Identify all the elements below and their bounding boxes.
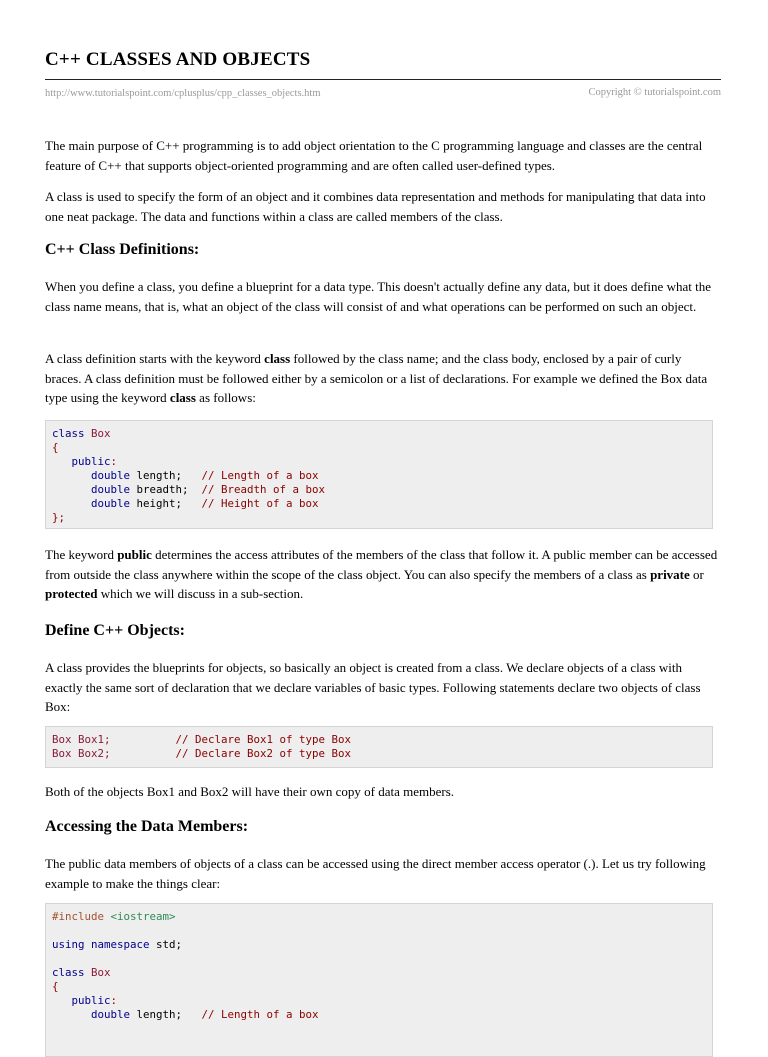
class-definitions-paragraph-2: A class definition starts with the keyword class followed by the class name; and the class body, enclosed by a pair of curly braces. A class definition must be followed either by a semicolon or a list of declarations. For example we defined the Box data type using the keyword class as follows: bbox=[45, 351, 708, 405]
source-url: http://www.tutorialspoint.com/cplusplus/cpp_classes_objects.htm bbox=[45, 88, 321, 99]
heading-class-definitions: C++ Class Definitions: bbox=[45, 241, 200, 258]
intro-paragraph-2: A class is used to specify the form of an object and it combines data representation and methods for manipulating that data into one neat package. The data and functions within a class are called members of the class. bbox=[45, 189, 706, 224]
objects-copy-paragraph: Both of the objects Box1 and Box2 will have their own copy of data members. bbox=[45, 784, 455, 799]
code-block-example: #include <iostream> using namespace std; class Box { public: double length; // Length of a box bbox=[45, 903, 713, 1057]
class-definitions-paragraph-1: When you define a class, you define a blueprint for a data type. This doesn't actually define any data, but it does define what the class name means, that is, what an object of the class will consist of and what operations can be performed on such an object. bbox=[45, 279, 711, 314]
intro-paragraph-1: The main purpose of C++ programming is to add object orientation to the C programming language and classes are the central feature of C++ that supports object-oriented programming and are often called user-defined types. bbox=[45, 138, 703, 173]
heading-accessing-members: Accessing the Data Members: bbox=[45, 818, 249, 835]
page-title: C++ CLASSES AND OBJECTS bbox=[45, 49, 311, 70]
define-objects-paragraph: A class provides the blueprints for objects, so basically an object is created from a class. We declare objects of a class with exactly the same sort of declaration that we declare variables of basic types. Following statements declare two objects of class Box: bbox=[45, 660, 701, 714]
heading-define-objects: Define C++ Objects: bbox=[45, 622, 185, 639]
copyright-notice: Copyright © tutorialspoint.com bbox=[588, 87, 721, 98]
code-block-declare-objects: Box Box1; // Declare Box1 of type Box Box Box2; // Declare Box2 of type Box bbox=[45, 726, 713, 768]
code-block-class-box: class Box { public: double length; // Length of a box double breadth; // Breadth of a box double height; // Height of a box }; bbox=[45, 420, 713, 529]
accessing-members-paragraph: The public data members of objects of a class can be accessed using the direct member access operator (.). Let us try following example to make the things clear: bbox=[45, 856, 706, 891]
public-keyword-paragraph: The keyword public determines the access attributes of the members of the class that follow it. A public member can be accessed from outside the class anywhere within the scope of the class object. You can also specify the members of a class as private or protected which we will discuss in a sub-section. bbox=[45, 547, 718, 601]
title-rule bbox=[45, 79, 721, 80]
